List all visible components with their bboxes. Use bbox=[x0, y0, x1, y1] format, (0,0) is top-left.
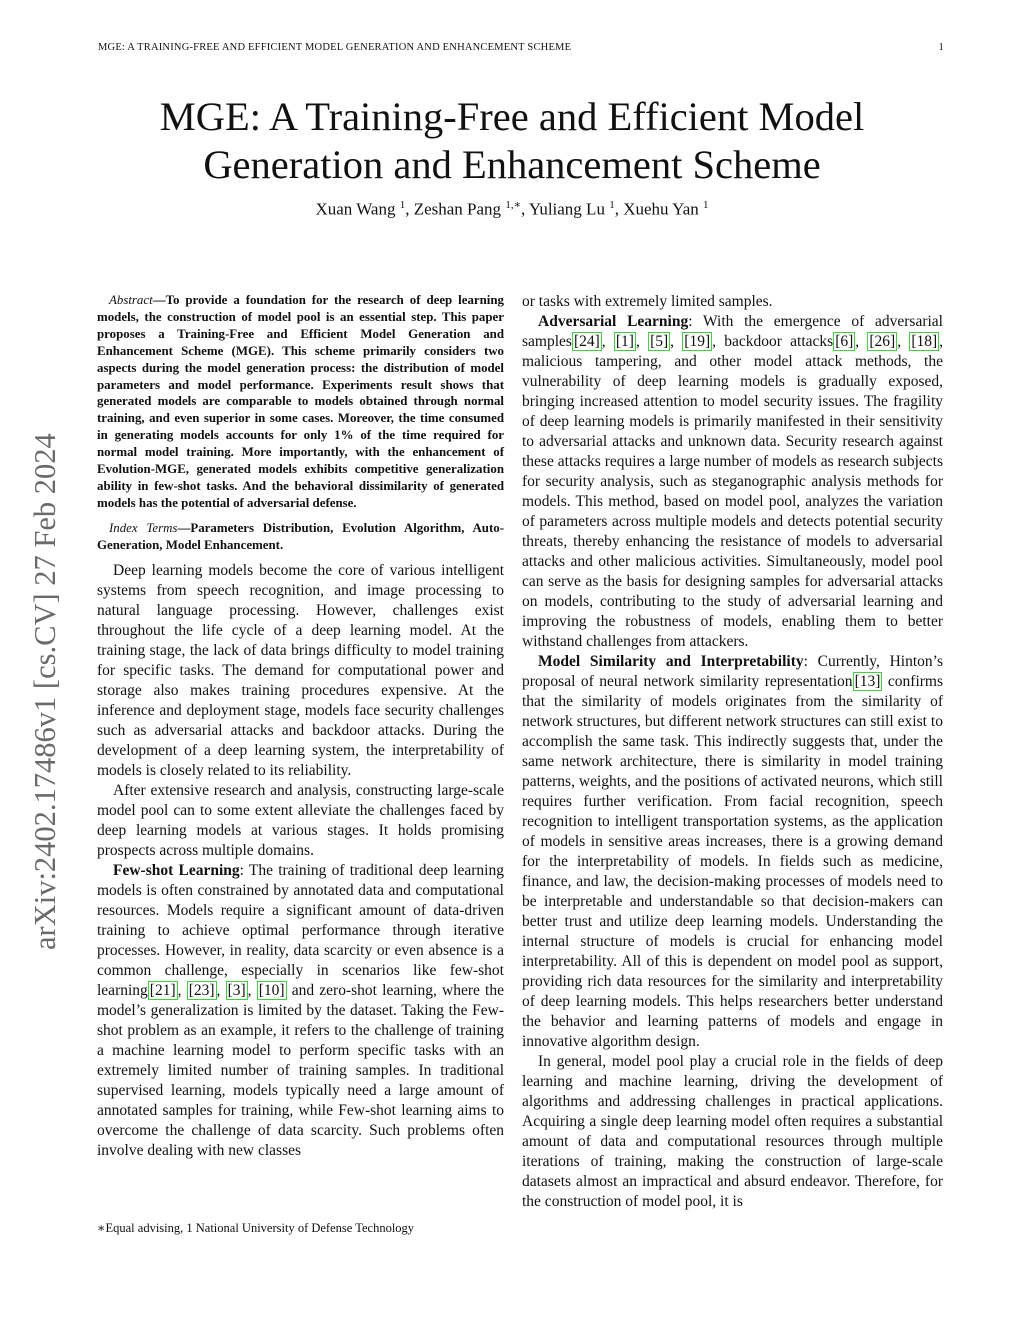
author-affiliation: 1 bbox=[399, 199, 406, 211]
citation-link[interactable]: [21] bbox=[149, 981, 176, 999]
similarity-text: : Currently, Hinton’s proposal of neural network similarity representation bbox=[522, 653, 943, 690]
abstract bbox=[97, 292, 504, 512]
author-list: Xuan Wang $^1$, Zeshan Pang $^{1,∗}$, Yuliang Lu $^1$, Xuehu Yan $^1$ bbox=[315, 199, 709, 219]
author-name: Xuan Wang bbox=[315, 199, 396, 219]
citation-link[interactable]: [24] bbox=[573, 333, 600, 350]
citation-link[interactable]: [6] bbox=[835, 333, 854, 350]
index-terms-text: —Parameters Distribution, Evolution Algorithm, Auto-Generation, Model Enhancement. bbox=[97, 520, 504, 552]
footnote: ∗Equal advising, 1 National University of Defense Technology bbox=[97, 1221, 415, 1235]
right-column bbox=[522, 292, 943, 1212]
adversarial-text: : With the emergence of adversarial samples bbox=[522, 313, 943, 350]
citation-link[interactable]: [5] bbox=[650, 333, 669, 350]
citation-link[interactable]: [1] bbox=[615, 333, 634, 350]
adversarial-text: malicious tampering, and other model attack methods, the vulnerability of deep learning models is gradually exposed, bringing increased attention to model security issues. The fragility of deep learning models is primarily manifested in their sensitivity to adversarial attacks and unknown data. Security research against these attacks requires a large number of models as research subjects for security analysis, such as steganographic analysis methods for models. This method, based on model pool, analyzes the variation of parameters across multiple models and detects potential security threats, thereby enhancing the resistance of models to adversarial attacks and other malicious activities. Simultaneously, model pool can serve as the basis for designing samples for adversarial attacks on models, contributing to the study of adversarial learning and improving the robustness of models, enabling them to better withstand challenges from attackers. bbox=[522, 353, 943, 650]
arxiv-identifier: arXiv:2402.17486v1 [cs.CV] 27 Feb 2024 bbox=[28, 433, 62, 950]
abstract-text: —To provide a foundation for the research of deep learning models, the construction of model pool is an essential step. This paper proposes a Training-Free and Efficient Model Generation and Enhancement Scheme (MGE). This scheme primarily considers two aspects during the model generation process: the distribution of model parameters and model performance. Experiments result shows that generated models are comparable to models obtained through normal training, and even superior in some cases. Moreover, the time consumed in generating models accounts for only 1% of the time required for normal model training. More importantly, with the enhancement of Evolution-MGE, generated models exhibits competitive generalization ability in few-shot tasks. And the behavioral dissimilarity of generated models has the potential of adversarial defense. bbox=[97, 293, 504, 510]
citation-link[interactable]: [10] bbox=[258, 981, 285, 999]
similarity-text: confirms that the similarity of models originates from the similarity of network structures, but different network structures can still exist to accomplish the same task. This indirectly suggests that, under the same network architecture, there is similarity in model training patterns, weights, and the positions of activated neurons, which still requires further verification. From facial recognition, speech recognition to intelligent transportation systems, as the application of models in sensitive areas increases, there is a growing demand for the interpretability of models. In fields such as medicine, finance, and law, the decision-making processes of models need to be interpretable and understandable so that decision-makers can better trust and utilize deep learning models. Understanding the internal structure of models is crucial for enhancing model interpretability. All of this is dependent on model pool as support, providing rich data resources for the similarity and interpretability of deep learning models. This helps researchers better understand the behavior and learning patterns of models and engage in innovative algorithm design. bbox=[522, 673, 943, 1050]
arxiv-stamp bbox=[25, 350, 65, 950]
abstract-label: Abstract bbox=[109, 293, 153, 307]
adversarial-heading: Adversarial Learning bbox=[538, 313, 689, 330]
citation-link[interactable]: [3] bbox=[227, 981, 246, 999]
intro-paragraph: Deep learning models become the core of various intelligent systems from speech recognition, and image processing to natural language processing. However, challenges exist throughout the life cycle of a deep learning model. At the training stage, the lack of data brings difficulty to model training for specific tasks. The demand for computational power and storage also makes training procedures expensive. At the inference and deployment stage, models face security challenges such as adversarial attacks and backdoor attacks. During the development of a deep learning system, the interpretability of models is closely related to its reliability. bbox=[97, 561, 504, 779]
adversarial-paragraph: Adversarial Learning: With the emergence of adversarial samples [24] , [1] , [5] , [19] , backdoor attacks [6] , [26] , [18] , malicious tampering, and other model attack methods, the vulnerability of deep learning models is gradually exposed, bringing increased attention to model security issues. The fragility of deep learning models is primarily manifested in their sensitivity to adversarial attacks and unknown data. Security research against these attacks requires a large number of models as research subjects for security analysis, such as steganographic analysis methods for models. This method, based on model pool, analyzes the variation of parameters across multiple models and detects potential security threats, thereby enhancing the resistance of models to adversarial attacks and other malicious activities. Simultaneously, model pool can serve as the basis for designing samples for adversarial attacks on models, contributing to the study of adversarial learning and improving the robustness of models, enabling them to better withstand challenges from attackers. bbox=[522, 313, 944, 650]
fewshot-text: and zero-shot learning, where the model’s generalization is limited by the dataset. Taking the Few-shot problem as an example, it refers to the challenge of training a machine learning model to perform specific tasks with an extremely limited number of training samples. In traditional supervised learning, models typically need a large amount of annotated samples for training, while Few-shot learning aims to overcome the challenge of data scarcity. Such problems often involve dealing with new classes bbox=[97, 981, 504, 1159]
fewshot-heading: Few-shot Learning bbox=[113, 861, 240, 879]
citation-link[interactable]: [18] bbox=[911, 333, 938, 350]
citation-link[interactable]: [13] bbox=[854, 673, 881, 690]
citation-link[interactable]: [23] bbox=[188, 981, 215, 999]
citation-link[interactable]: [19] bbox=[684, 333, 711, 350]
author-name: Yuliang Lu bbox=[528, 199, 605, 219]
similarity-paragraph bbox=[522, 652, 943, 1052]
similarity-heading: Model Similarity and Interpretability bbox=[538, 653, 804, 670]
title-line-1: MGE: A Training-Free and Efficient Model bbox=[159, 94, 865, 139]
author-name: Zeshan Pang bbox=[413, 199, 502, 219]
page-number: 1 bbox=[938, 42, 944, 53]
running-title: MGE: A TRAINING-FREE AND EFFICIENT MODEL GENERATION AND ENHANCEMENT SCHEME bbox=[98, 42, 572, 53]
fewshot-paragraph: Few-shot Learning: The training of traditional deep learning models is often constrained by annotated data and computational resources. Models require a significant amount of data-driven training to achieve optimal performance through iterative processes. However, in reality, data scarcity or even absence is a common challenge, especially in scenarios like few-shot learning [21] , [23] , [3] , [10] and zero-shot learning, where the model’s generalization is limited by the dataset. Taking the Few-shot problem as an example, it refers to the challenge of training a machine learning model to perform specific tasks with an extremely limited number of training samples. In traditional supervised learning, models typically need a large amount of annotated samples for training, while Few-shot learning aims to overcome the challenge of data scarcity. Such problems often involve dealing with new classes bbox=[97, 861, 504, 1159]
author-affiliation: 1 bbox=[609, 199, 615, 211]
continued-paragraph: or tasks with extremely limited samples. bbox=[522, 293, 773, 310]
general-paragraph: In general, model pool play a crucial role in the fields of deep learning and machine learning, driving the development of algorithms and addressing challenges in practical applications. Acquiring a single deep learning model often requires a substantial amount of data and computational resources through multiple iterations of training, making the construction of large-scale datasets almost an impractical and absurd endeavor. Therefore, for the construction of model pool, it is bbox=[522, 1053, 943, 1210]
adversarial-text: backdoor attacks bbox=[716, 333, 834, 350]
author-affiliation: 1,∗ bbox=[505, 199, 522, 211]
citation-link[interactable]: [26] bbox=[869, 333, 896, 350]
author-name: Xuehu Yan bbox=[623, 199, 699, 219]
paper-title bbox=[0, 93, 1024, 189]
left-column bbox=[97, 292, 504, 1161]
fewshot-text: : The training of traditional deep learning models is often constrained by annotated data and computational resources. Models require a significant amount of data-driven training to achieve optimal performance through iterative processes. However, in reality, data scarcity or even absence is a common challenge, especially in scenarios like few-shot learning bbox=[97, 861, 504, 999]
index-terms bbox=[97, 520, 504, 554]
title-line-2: Generation and Enhancement Scheme bbox=[203, 142, 821, 187]
index-terms-label: Index Terms bbox=[109, 520, 178, 535]
intro-paragraph: After extensive research and analysis, constructing large-scale model pool can to some extent alleviate the challenges faced by deep learning models at various stages. It holds promising prospects across multiple domains. bbox=[97, 781, 504, 859]
author-affiliation: 1 bbox=[703, 199, 709, 211]
